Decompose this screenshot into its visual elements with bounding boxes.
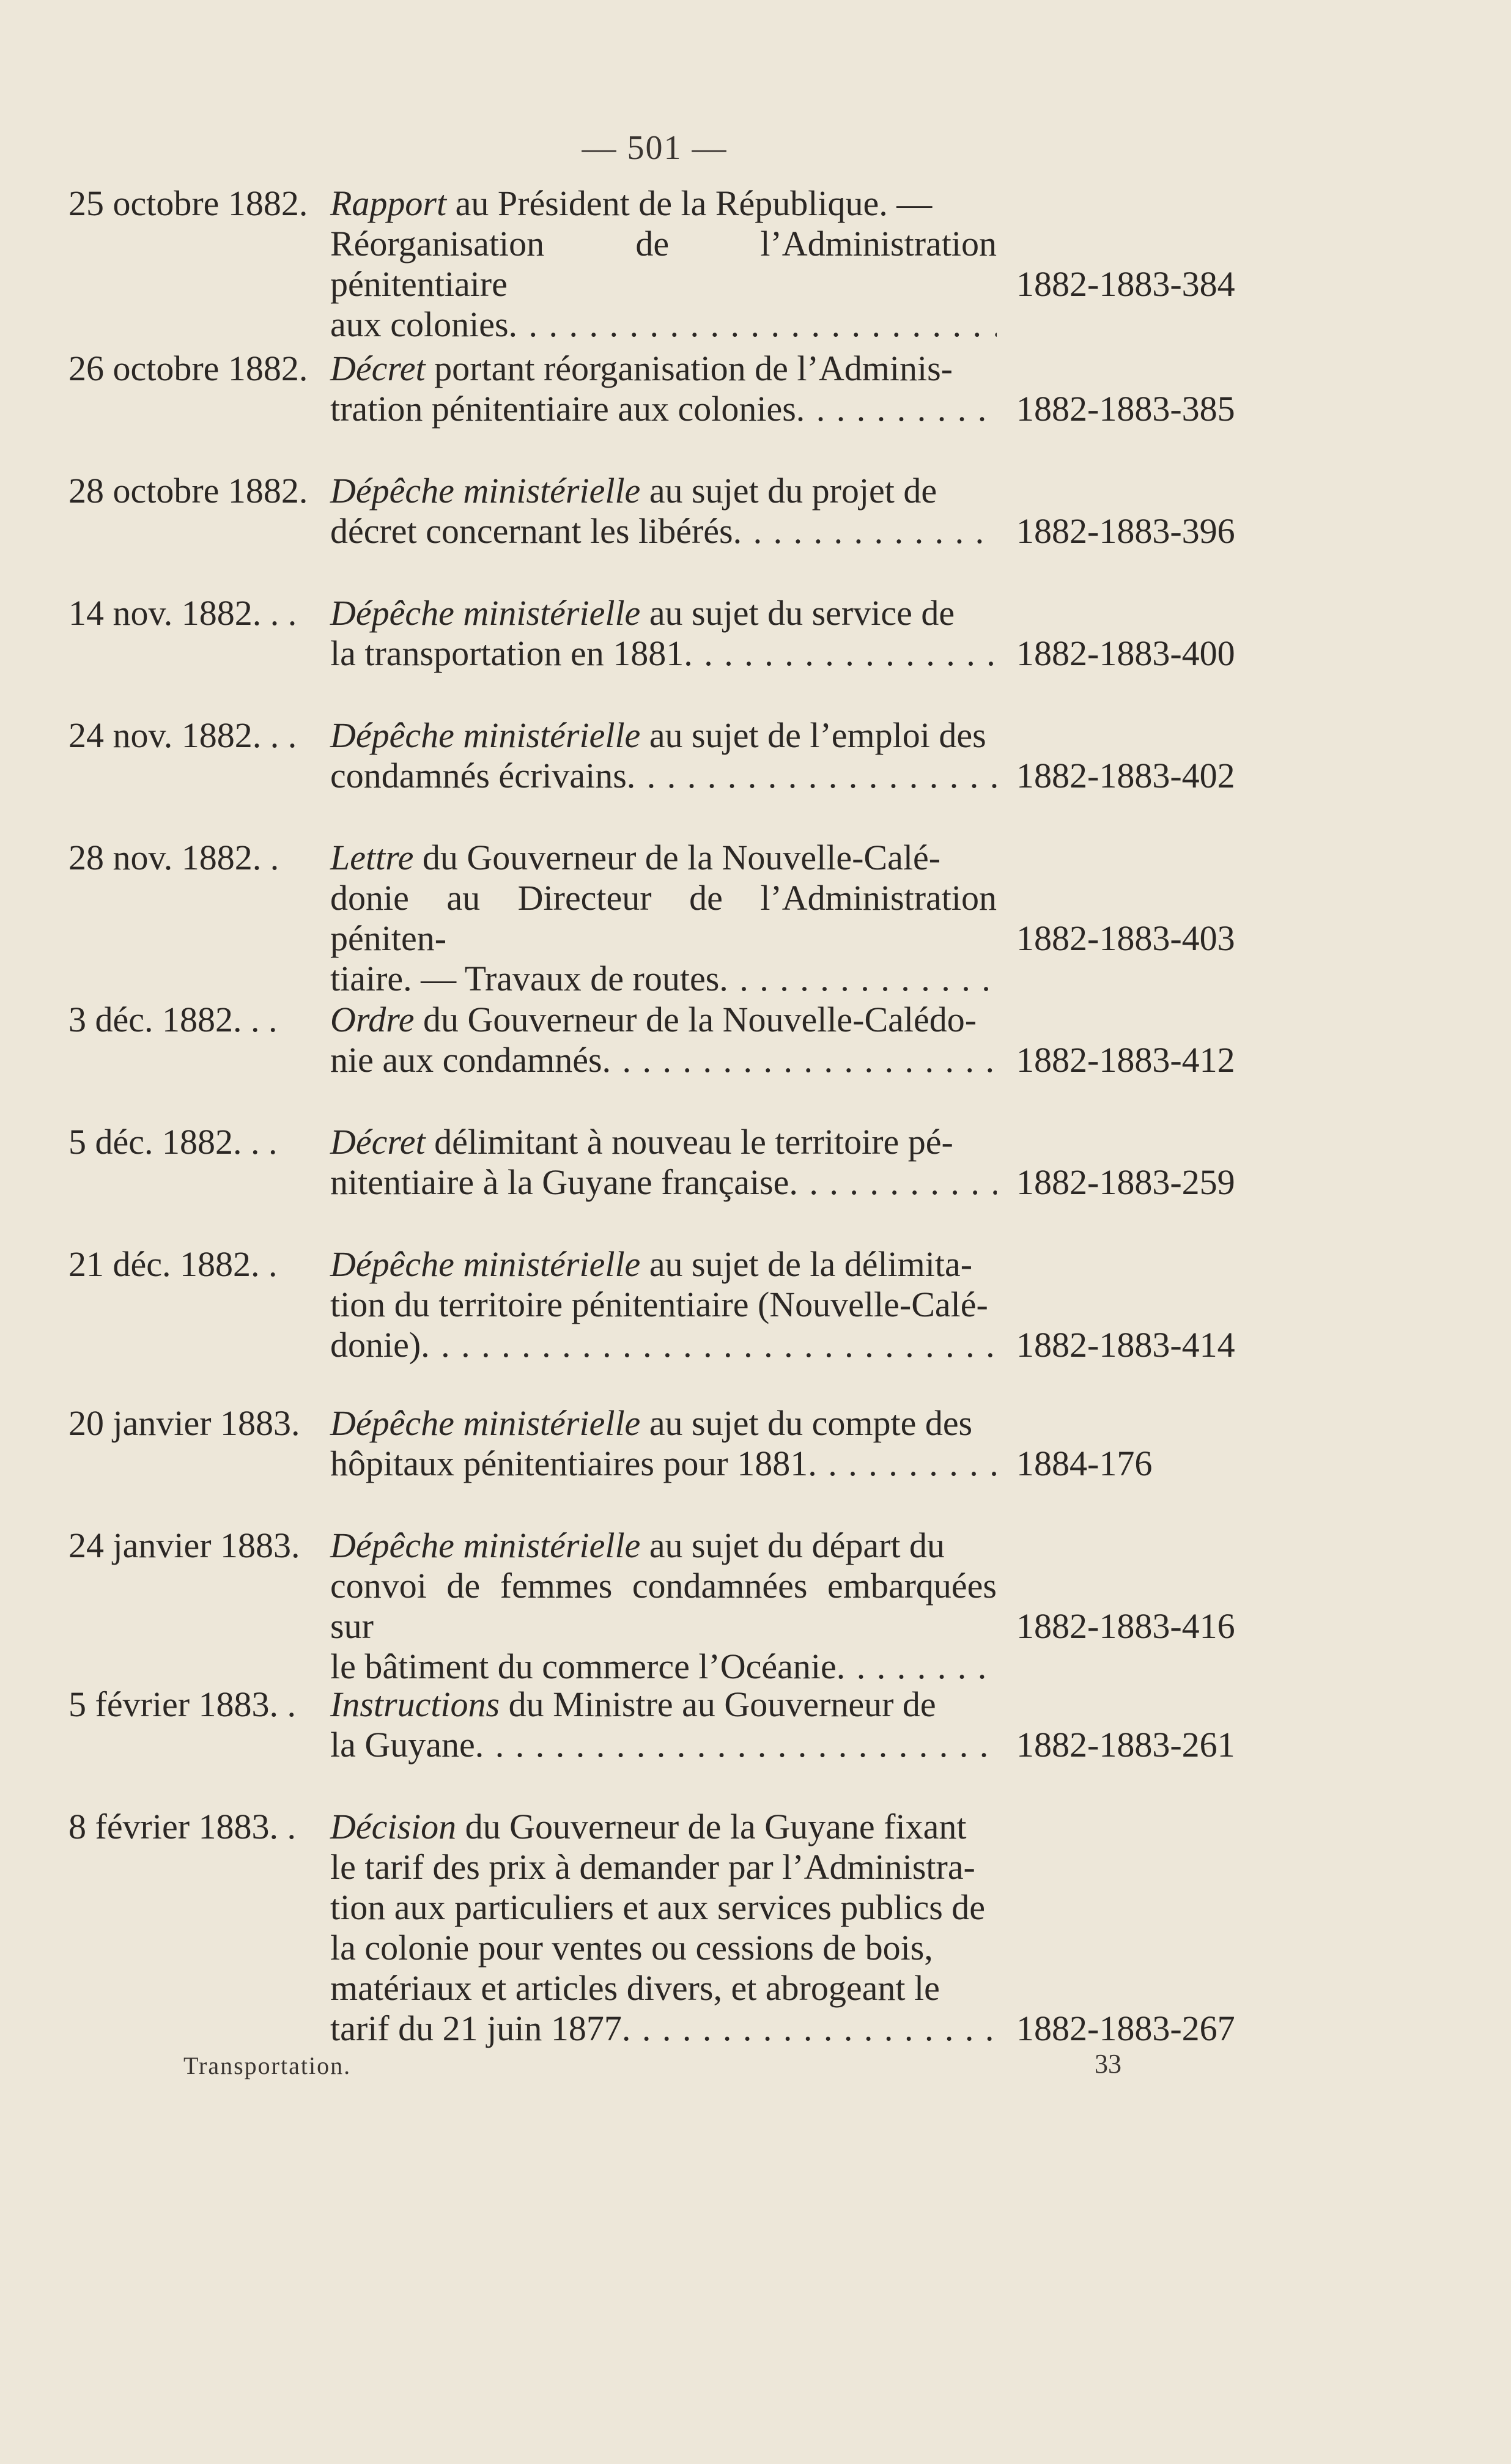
entry-doc-type: Dépêche ministérielle: [330, 1525, 641, 1565]
entry-date: 28 octobre 1882.: [68, 471, 308, 511]
entry-line: [330, 1647, 997, 1687]
entry-line: [330, 1444, 997, 1484]
entry-description: [330, 1122, 997, 1203]
entry-line: [330, 1807, 997, 1847]
entry-text: au sujet du service de: [640, 593, 955, 633]
entry-description: [330, 1684, 997, 1765]
entry-line: [330, 1244, 997, 1285]
entry-text: au sujet du projet de: [640, 471, 937, 511]
entry-description: [330, 1807, 997, 2049]
entry-line: [330, 511, 997, 551]
dot-leader: [808, 1444, 997, 1484]
entry-line: [330, 1403, 997, 1444]
dot-leader: [421, 1325, 997, 1365]
entry-text: au sujet du compte des: [640, 1403, 973, 1443]
entry-description: [330, 1000, 997, 1080]
dot-leader: [719, 959, 997, 999]
entry-text: du Gouverneur de la Guyane fixant: [456, 1807, 967, 1846]
entry-reference: 1882-1883-403: [1016, 918, 1235, 958]
entry-text: tion aux particuliers et aux services publics de: [330, 1887, 986, 1927]
entry-description: [330, 1244, 997, 1365]
entry-text: convoi de femmes condamnées embarquées sur: [330, 1566, 997, 1646]
entry-doc-type: Dépêche ministérielle: [330, 715, 641, 755]
entry-reference: 1882-1883-385: [1016, 389, 1235, 429]
entry-text: du Gouverneur de la Nouvelle-Calédo-: [414, 1000, 977, 1039]
entry-line: [330, 1566, 997, 1647]
entry-text: le bâtiment du commerce l’Océanie: [330, 1647, 837, 1686]
entry-line: [330, 1122, 997, 1162]
entry-line: [330, 1525, 997, 1566]
entry-description: [330, 471, 997, 551]
entry-line: [330, 1725, 997, 1765]
entry-reference: 1882-1883-259: [1016, 1162, 1235, 1202]
entry-date: 14 nov. 1882. . .: [68, 593, 297, 633]
entry-line: [330, 1684, 997, 1725]
dot-leader: [475, 1725, 997, 1765]
entry-line: [330, 183, 997, 224]
dot-leader: [602, 1040, 997, 1080]
entry-line: [330, 1285, 997, 1325]
dot-leader: [627, 756, 997, 796]
entry-line: [330, 838, 997, 878]
entry-text: la transportation en 1881: [330, 633, 684, 673]
entry-text: décret concernant les libérés: [330, 511, 733, 551]
entry-date: 21 déc. 1882. .: [68, 1244, 278, 1284]
entry-doc-type: Rapport: [330, 183, 447, 223]
entry-line: [330, 389, 997, 429]
entry-text: au sujet du départ du: [640, 1525, 945, 1565]
entry-doc-type: Décret: [330, 1122, 426, 1162]
dot-leader: [684, 633, 997, 674]
entry-date: 20 janvier 1883.: [68, 1403, 300, 1443]
entry-reference: 1882-1883-261: [1016, 1725, 1235, 1765]
dot-leader: [796, 389, 997, 429]
entry-text: tion du territoire pénitentiaire (Nouvelle-Calé-: [330, 1285, 988, 1324]
entry-doc-type: Décret: [330, 349, 426, 388]
entry-description: [330, 715, 997, 796]
entry-text: la colonie pour ventes ou cessions de bois,: [330, 1928, 933, 1968]
entry-date: 5 février 1883. .: [68, 1684, 297, 1724]
entry-date: 5 déc. 1882. . .: [68, 1122, 278, 1162]
entry-text: tarif du 21 juin 1877: [330, 2008, 622, 2048]
entry-text: Réorganisation de l’Administration pénitentiaire: [330, 224, 997, 304]
entry-text: tration pénitentiaire aux colonies: [330, 389, 796, 429]
entry-text: aux colonies: [330, 304, 509, 344]
entry-line: [330, 1887, 997, 1928]
entry-doc-type: Lettre: [330, 838, 414, 877]
entry-line: [330, 593, 997, 633]
entry-text: nie aux condamnés: [330, 1040, 602, 1080]
entry-date: 3 déc. 1882. . .: [68, 1000, 278, 1039]
entry-line: [330, 1325, 997, 1365]
entry-line: [330, 1040, 997, 1080]
entry-line: [330, 1162, 997, 1203]
entry-date: 8 février 1883. .: [68, 1807, 297, 1846]
entry-reference: 1882-1883-402: [1016, 756, 1235, 795]
entry-line: [330, 878, 997, 959]
entry-text: nitentiaire à la Guyane française: [330, 1162, 789, 1202]
entry-text: la Guyane: [330, 1725, 475, 1765]
entry-line: [330, 1968, 997, 2008]
entry-text: hôpitaux pénitentiaires pour 1881: [330, 1444, 808, 1483]
entry-line: [330, 304, 997, 345]
entry-text: du Ministre au Gouverneur de: [500, 1684, 936, 1724]
entry-text: tiaire. — Travaux de routes: [330, 959, 720, 998]
entry-line: [330, 959, 997, 999]
entry-doc-type: Ordre: [330, 1000, 415, 1039]
entry-text: délimitant à nouveau le territoire pé-: [425, 1122, 953, 1162]
footer-title: Transportation.: [183, 2052, 352, 2079]
entry-doc-type: Dépêche ministérielle: [330, 593, 641, 633]
entry-doc-type: Dépêche ministérielle: [330, 471, 641, 511]
entry-text: le tarif des prix à demander par l’Administra-: [330, 1847, 975, 1887]
entry-description: [330, 593, 997, 674]
dot-leader: [837, 1647, 997, 1687]
entry-doc-type: Décision: [330, 1807, 457, 1846]
entry-reference: 1882-1883-412: [1016, 1040, 1235, 1080]
entry-date: 26 octobre 1882.: [68, 349, 308, 388]
entry-line: [330, 715, 997, 756]
entry-line: [330, 633, 997, 674]
entry-reference: 1882-1883-414: [1016, 1325, 1235, 1365]
entry-reference: 1882-1883-384: [1016, 264, 1235, 304]
footer-sheet-number: 33: [1095, 2049, 1121, 2079]
entry-text: au sujet de l’emploi des: [640, 715, 986, 755]
entry-line: [330, 1000, 997, 1040]
entry-description: [330, 838, 997, 999]
entry-reference: 1882-1883-400: [1016, 633, 1235, 673]
entry-line: [330, 349, 997, 389]
entry-text: condamnés écrivains: [330, 756, 627, 795]
dot-leader: [622, 2008, 997, 2049]
entry-text: donie): [330, 1325, 421, 1365]
entry-date: 25 octobre 1882.: [68, 183, 308, 223]
entry-text: donie au Directeur de l’Administration péniten-: [330, 878, 997, 958]
entry-text: au Président de la République. —: [446, 183, 933, 223]
entry-line: [330, 756, 997, 796]
entry-line: [330, 471, 997, 511]
entry-date: 24 nov. 1882. . .: [68, 715, 297, 755]
entry-reference: 1882-1883-267: [1016, 2008, 1235, 2048]
dot-leader: [789, 1162, 997, 1203]
entry-text: au sujet de la délimita-: [640, 1244, 973, 1284]
entry-doc-type: Dépêche ministérielle: [330, 1244, 641, 1284]
entry-reference: 1882-1883-396: [1016, 511, 1235, 551]
entry-description: [330, 349, 997, 429]
entry-line: [330, 1847, 997, 1887]
entry-line: [330, 2008, 997, 2049]
entry-date: 28 nov. 1882. .: [68, 838, 279, 877]
entry-description: [330, 1525, 997, 1687]
entry-line: [330, 224, 997, 304]
entry-text: matériaux et articles divers, et abrogeant le: [330, 1968, 940, 2008]
entry-description: [330, 1403, 997, 1484]
entry-date: 24 janvier 1883.: [68, 1525, 300, 1565]
entry-reference: 1884-176: [1016, 1444, 1153, 1483]
dot-leader: [733, 511, 997, 551]
entry-text: du Gouverneur de la Nouvelle-Calé-: [413, 838, 941, 877]
entry-doc-type: Instructions: [330, 1684, 500, 1724]
entry-description: [330, 183, 997, 345]
entry-reference: 1882-1883-416: [1016, 1606, 1235, 1646]
entry-line: [330, 1928, 997, 1968]
entry-doc-type: Dépêche ministérielle: [330, 1403, 641, 1443]
entry-text: portant réorganisation de l’Adminis-: [425, 349, 953, 388]
page-number: — 501 —: [582, 129, 728, 167]
dot-leader: [509, 304, 997, 345]
